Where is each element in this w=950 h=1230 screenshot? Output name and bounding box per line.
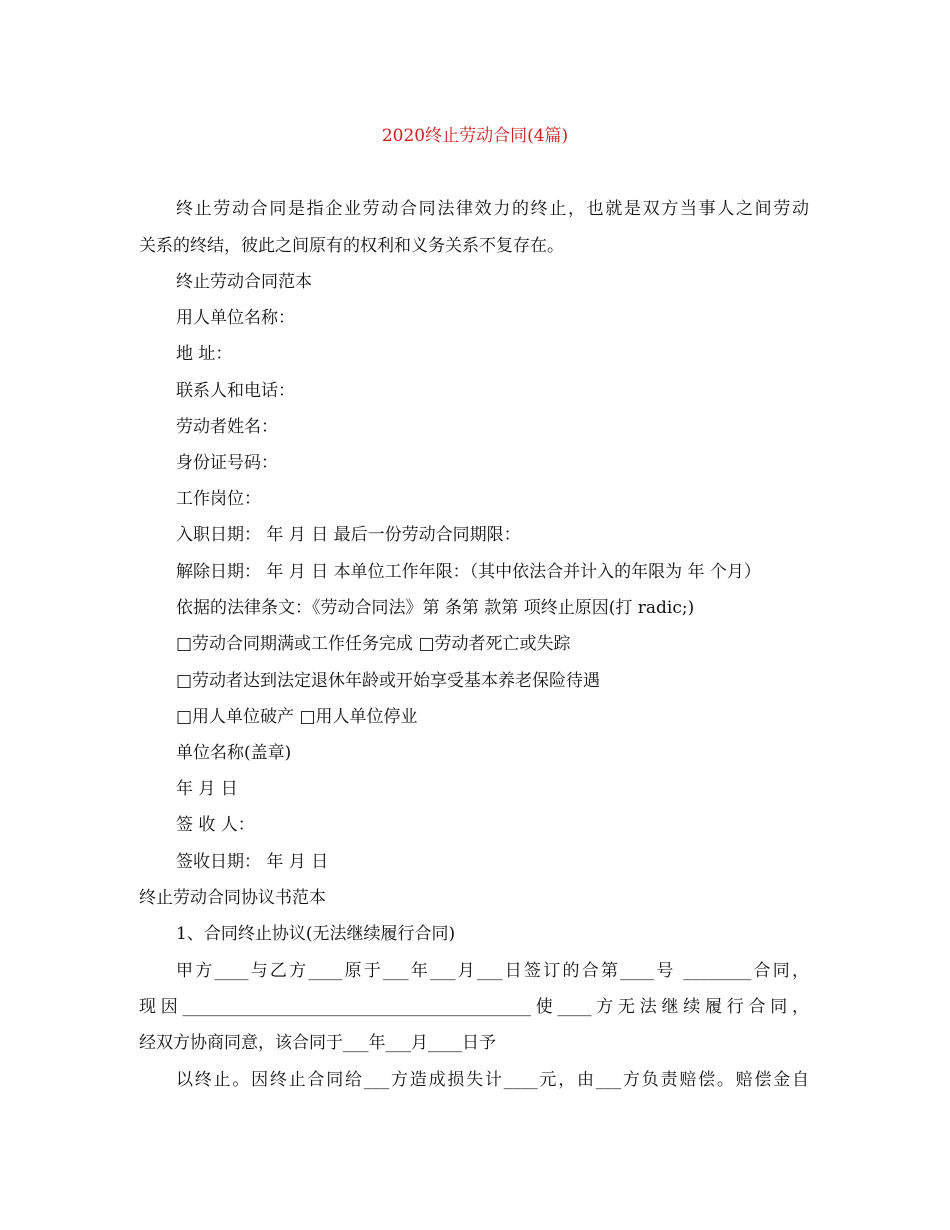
field-signer: 签 收 人： [176,815,255,835]
field-address: 地 址： [176,344,233,364]
field-contact: 联系人和电话： [176,381,295,401]
field-worker-name: 劳动者姓名： [176,417,278,437]
field-unit-seal: 单位名称(盖章) [176,743,292,763]
reason-option-1: □劳动合同期满或工作任务完成 □劳动者死亡或失踪 [176,634,571,654]
field-sign-date: 签收日期： 年 月 日 [176,852,329,872]
paragraph-1-line-1: 甲方____与乙方____原于___年___月___日签订的合第____号 ________合同， [176,961,809,981]
section-heading-1: 1、合同终止协议(无法继续履行合同) [176,924,456,944]
paragraph-1-line-3: 经双方协商同意，该合同于___年___月____日予 [139,1033,496,1053]
document-title: 2020终止劳动合同(4篇) [381,126,569,146]
paragraph-1-line-2: 现因_________________________________________使____方无法继续履行合同， [139,997,809,1017]
intro-line-2: 关系的终结，彼此之间原有的权利和义务关系不复存在。 [139,236,564,256]
field-id-number: 身份证号码： [176,453,278,473]
field-date: 年 月 日 [176,779,238,799]
field-release-date: 解除日期： 年 月 日 本单位工作年限：（其中依法合并计入的年限为 年 个月） [176,562,761,582]
agreement-heading: 终止劳动合同协议书范本 [139,888,326,908]
reason-option-3: □用人单位破产 □用人单位停业 [176,707,418,727]
field-employer-name: 用人单位名称： [176,308,295,328]
field-hire-date: 入职日期： 年 月 日 最后一份劳动合同期限： [176,525,521,545]
template-heading: 终止劳动合同范本 [176,272,312,292]
reason-option-2: □劳动者达到法定退休年龄或开始享受基本养老保险待遇 [176,671,601,691]
field-legal-basis: 依据的法律条文：《劳动合同法》第 条第 款第 项终止原因(打 radic;) [176,598,695,618]
field-position: 工作岗位： [176,489,261,509]
intro-line-1: 终止劳动合同是指企业劳动合同法律效力的终止，也就是双方当事人之间劳动 [176,199,809,219]
paragraph-2-line-1: 以终止。因终止合同给___方造成损失计____元，由___方负责赔偿。赔偿金自 [176,1070,809,1090]
